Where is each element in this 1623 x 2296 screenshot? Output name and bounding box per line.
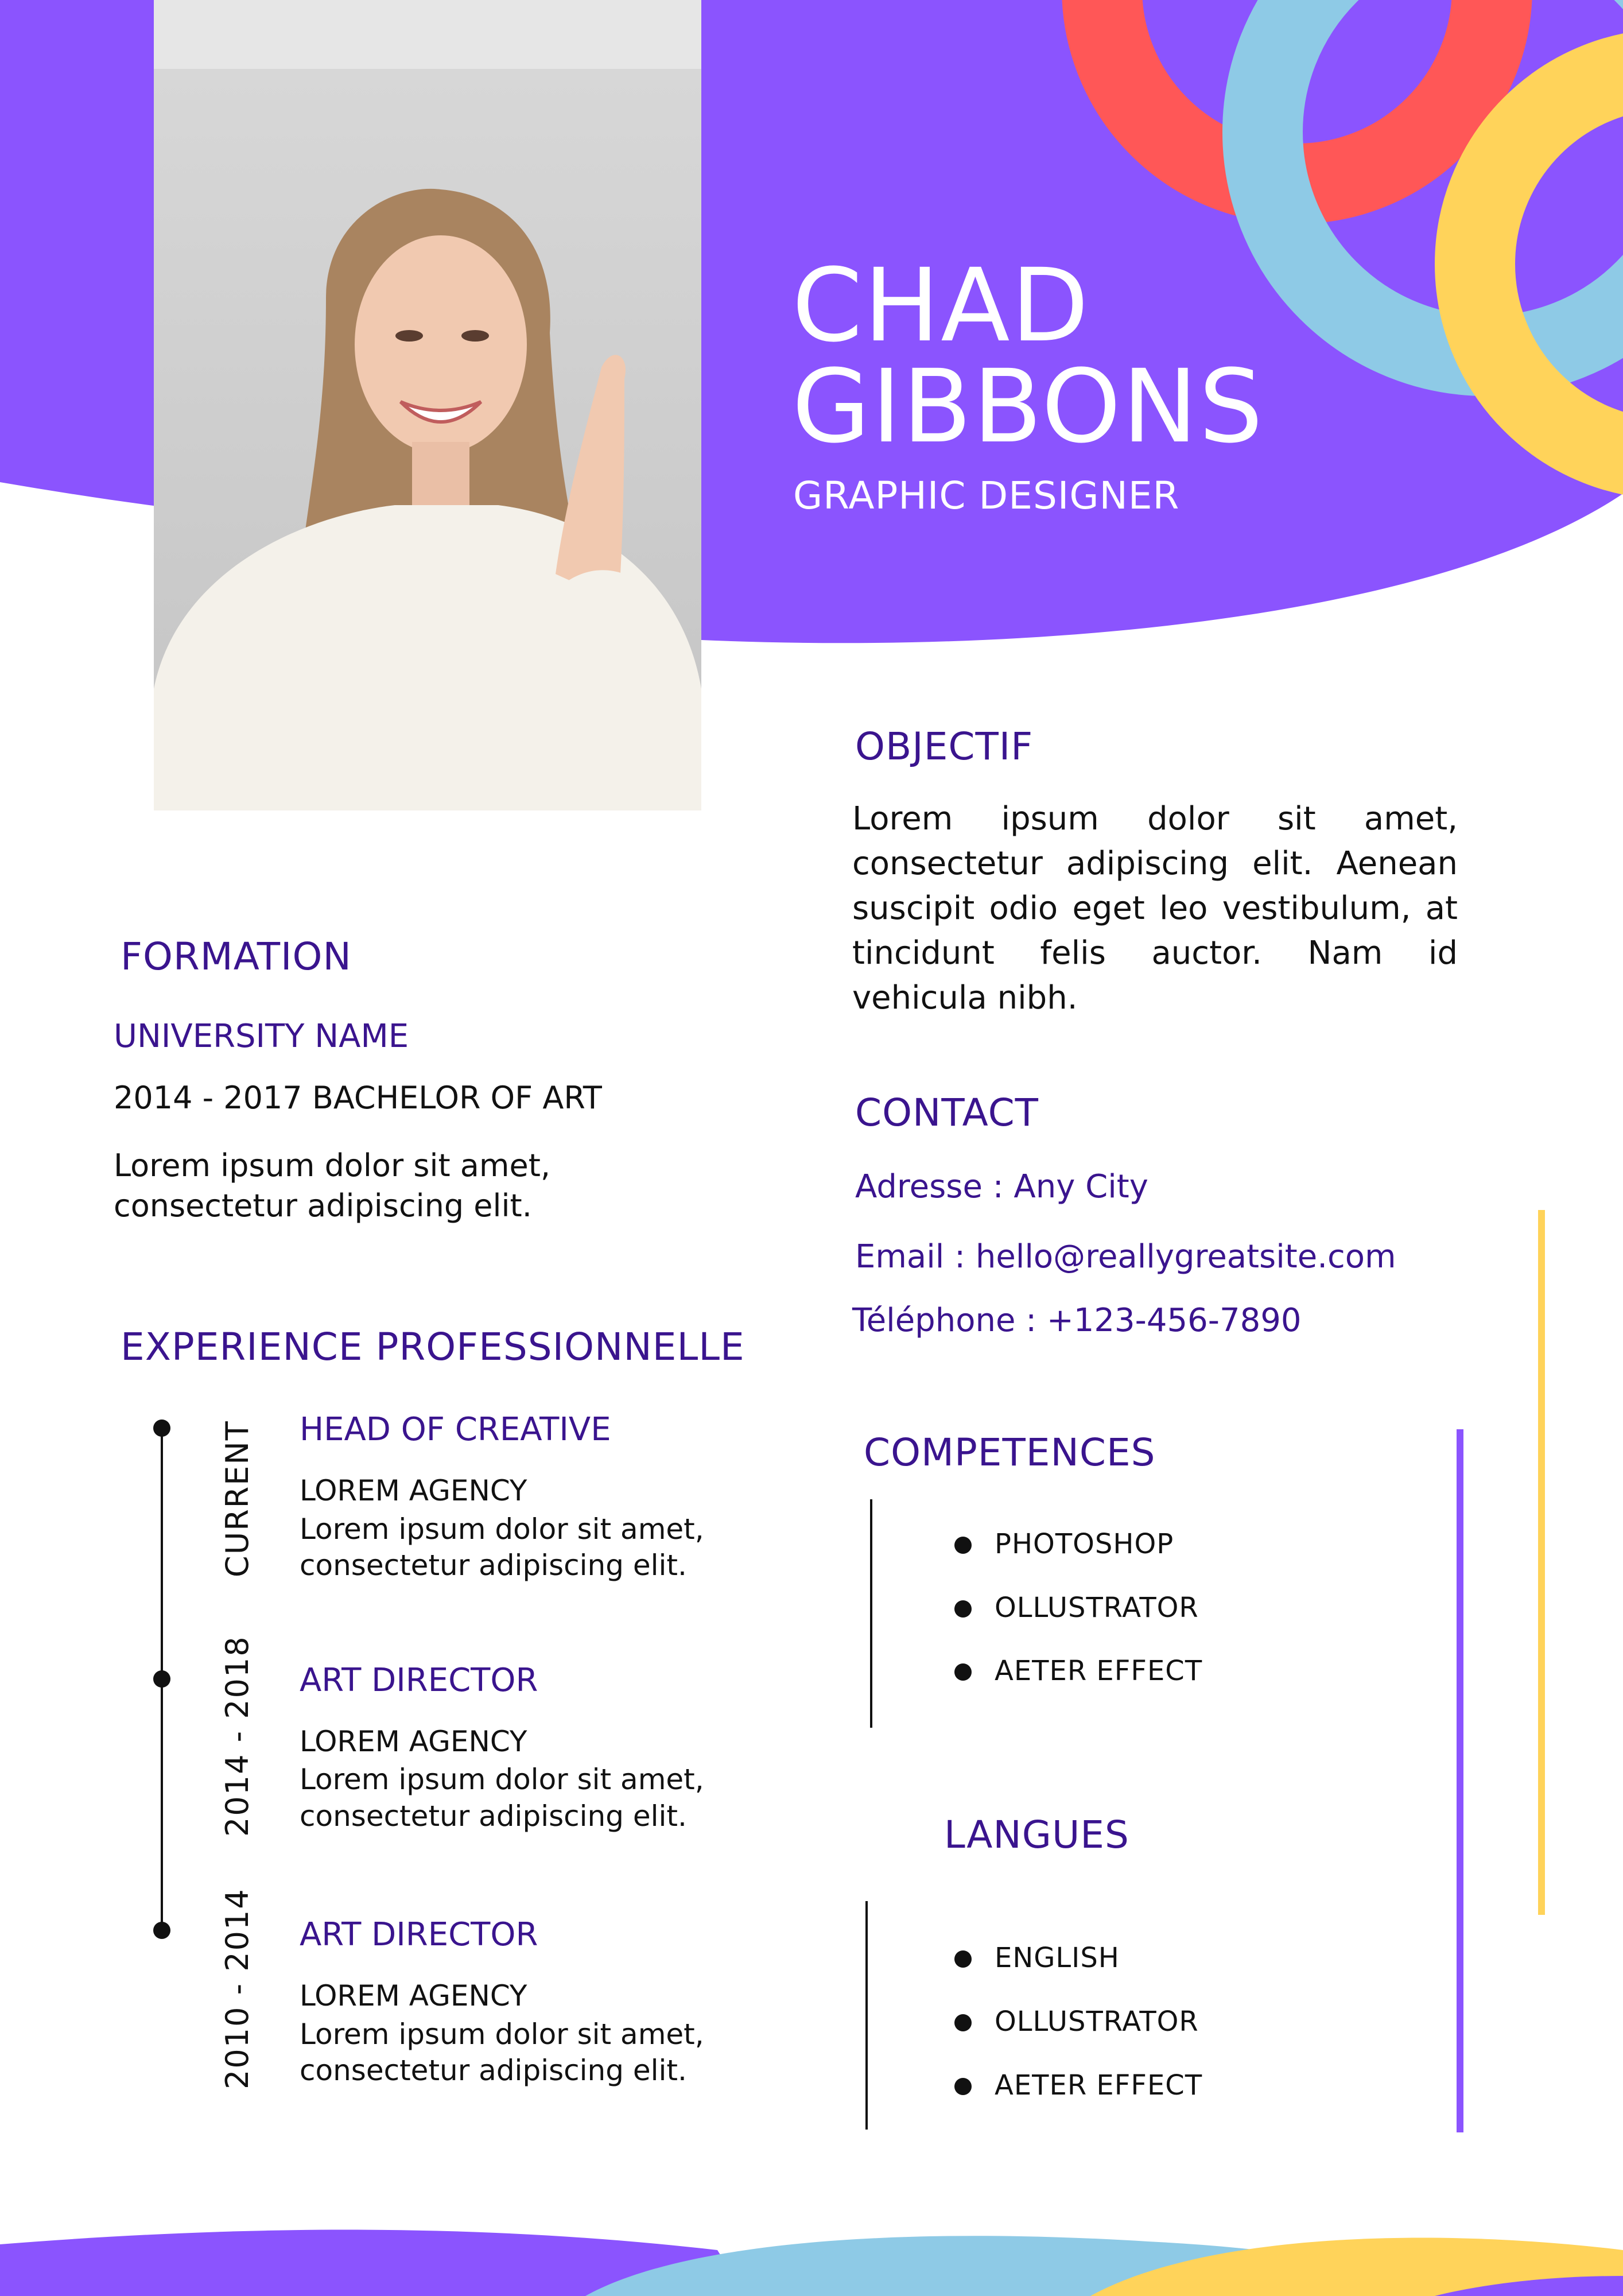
objectif-heading: OBJECTIF <box>855 724 1034 769</box>
experience-company: LOREM AGENCY <box>300 1725 527 1758</box>
experience-desc-line1: Lorem ipsum dolor sit amet, <box>300 1512 704 1546</box>
purple-accent-line <box>1457 1429 1463 2132</box>
experience-period: 2014 - 2018 <box>219 1635 255 1837</box>
contact-phone[interactable]: Téléphone : +123-456-7890 <box>852 1302 1302 1339</box>
formation-heading: FORMATION <box>121 934 352 979</box>
timeline-dot <box>153 1420 170 1437</box>
full-name <box>792 247 1264 466</box>
profile-photo <box>154 0 701 810</box>
experience-company: LOREM AGENCY <box>300 1474 527 1507</box>
experience-desc-line2: consectetur adipiscing elit. <box>300 1549 687 1582</box>
experience-desc-line2: consectetur adipiscing elit. <box>300 2054 687 2087</box>
experience-role: ART DIRECTOR <box>300 1662 538 1699</box>
formation-desc-line2: consectetur adipiscing elit. <box>114 1188 532 1224</box>
skill-item: AETER EFFECT <box>995 1655 1203 1687</box>
formation-desc-line1: Lorem ipsum dolor sit amet, <box>114 1147 551 1184</box>
experience-heading: EXPERIENCE PROFESSIONNELLE <box>121 1325 745 1369</box>
bullet-icon <box>954 2014 972 2031</box>
experience-role: ART DIRECTOR <box>300 1916 538 1953</box>
experience-desc-line1: Lorem ipsum dolor sit amet, <box>300 2018 704 2051</box>
degree: 2014 - 2017 BACHELOR OF ART <box>114 1080 602 1116</box>
experience-desc-line2: consectetur adipiscing elit. <box>300 1799 687 1833</box>
bullet-icon <box>954 1663 972 1681</box>
language-item: AETER EFFECT <box>995 2069 1203 2101</box>
bullet-icon <box>954 1600 972 1618</box>
language-item: OLLUSTRATOR <box>995 2006 1199 2038</box>
language-item: ENGLISH <box>995 1942 1120 1974</box>
bullet-icon <box>954 2078 972 2095</box>
langues-divider <box>865 1901 868 2130</box>
bullet-icon <box>954 1537 972 1554</box>
langues-heading: LANGUES <box>944 1813 1129 1857</box>
timeline-dot <box>153 1670 170 1688</box>
experience-desc-line1: Lorem ipsum dolor sit amet, <box>300 1763 704 1796</box>
first-name: CHAD <box>792 247 1090 364</box>
experience-period: 2010 - 2014 <box>219 1888 255 2089</box>
competences-heading: COMPETENCES <box>864 1430 1156 1475</box>
contact-heading: CONTACT <box>855 1091 1039 1135</box>
skill-item: OLLUSTRATOR <box>995 1592 1199 1624</box>
experience-role: HEAD OF CREATIVE <box>300 1411 611 1448</box>
last-name: GIBBONS <box>792 348 1264 466</box>
job-title: GRAPHIC DESIGNER <box>793 474 1180 518</box>
contact-address: Adresse : Any City <box>855 1168 1148 1205</box>
experience-period: CURRENT <box>219 1420 255 1577</box>
contact-email[interactable]: Email : hello@reallygreatsite.com <box>855 1238 1396 1275</box>
skill-item: PHOTOSHOP <box>995 1528 1174 1560</box>
experience-company: LOREM AGENCY <box>300 1979 527 2012</box>
portrait-photo-icon <box>154 0 701 810</box>
yellow-accent-line <box>1538 1210 1545 1915</box>
objectif-text: Lorem ipsum dolor sit amet, consectetur adipiscing elit. Aenean suscipit odio eget leo vestibulum, at tincidunt felis auctor. Nam id vehicula nibh. <box>852 800 1458 1017</box>
timeline-dot <box>153 1922 170 1939</box>
competences-divider <box>870 1499 872 1728</box>
bullet-icon <box>954 1950 972 1968</box>
university-name: UNIVERSITY NAME <box>114 1018 409 1055</box>
